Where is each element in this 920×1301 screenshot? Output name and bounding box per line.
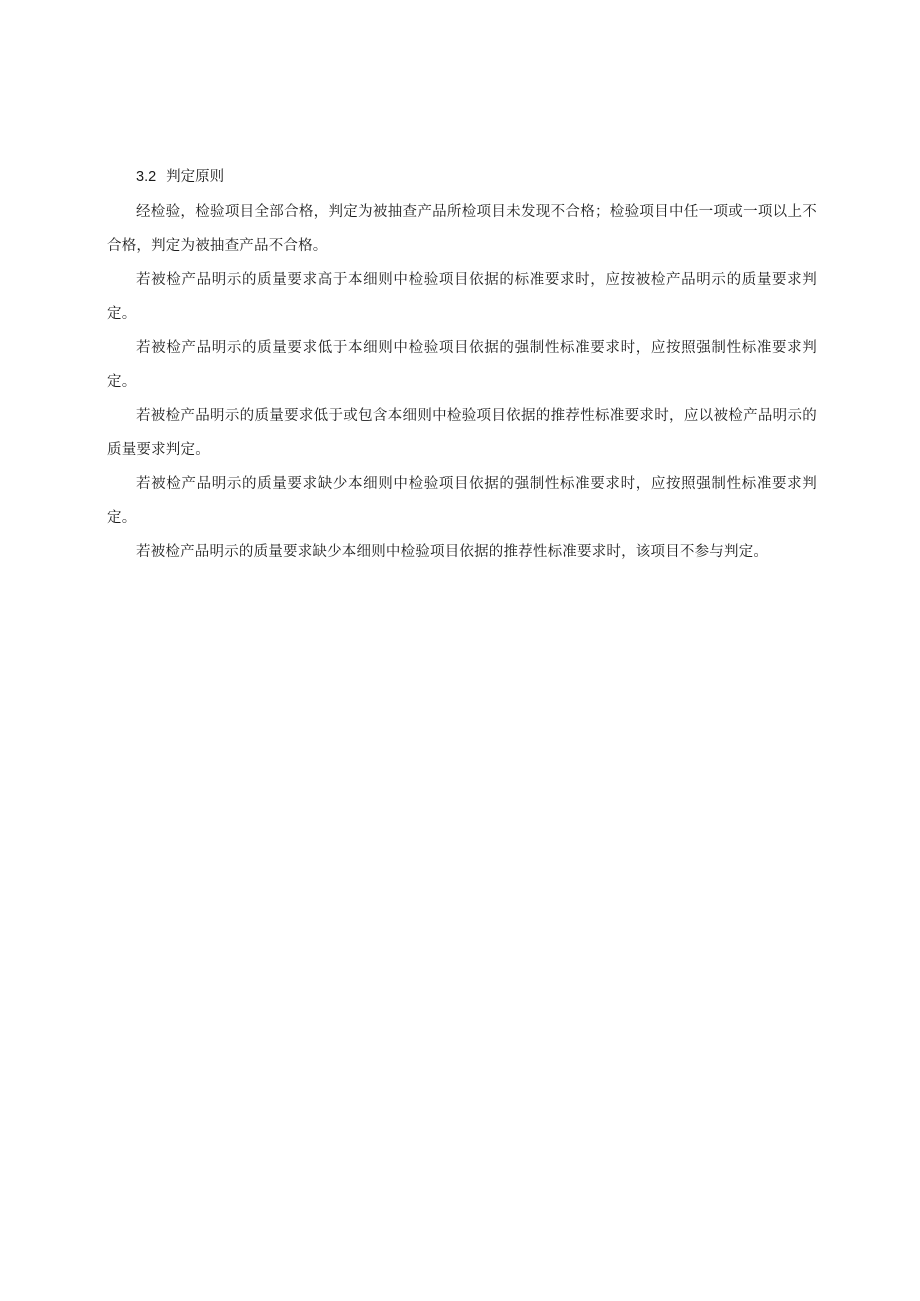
- section-number: 3.2: [136, 169, 157, 185]
- paragraph-missing-mandatory: 若被检产品明示的质量要求缺少本细则中检验项目依据的强制性标准要求时，应按照强制性标准要求判定。: [107, 476, 817, 526]
- section-heading: [107, 160, 817, 194]
- document-content: [107, 160, 817, 569]
- paragraph-missing-recommended: 若被检产品明示的质量要求缺少本细则中检验项目依据的推荐性标准要求时，该项目不参与判定。: [136, 544, 769, 560]
- paragraph-overall-judgement: 经检验，检验项目全部合格，判定为被抽查产品所检项目未发现不合格；检验项目中任一项或一项以上不合格，判定为被抽查产品不合格。: [107, 204, 817, 254]
- paragraph-lower-mandatory: 若被检产品明示的质量要求低于本细则中检验项目依据的强制性标准要求时，应按照强制性标准要求判定。: [107, 340, 817, 390]
- paragraph-higher-requirement: 若被检产品明示的质量要求高于本细则中检验项目依据的标准要求时，应按被检产品明示的质量要求判定。: [107, 272, 817, 322]
- paragraph-lower-recommended: 若被检产品明示的质量要求低于或包含本细则中检验项目依据的推荐性标准要求时，应以被检产品明示的质量要求判定。: [107, 408, 817, 458]
- section-title: 判定原则: [166, 169, 225, 185]
